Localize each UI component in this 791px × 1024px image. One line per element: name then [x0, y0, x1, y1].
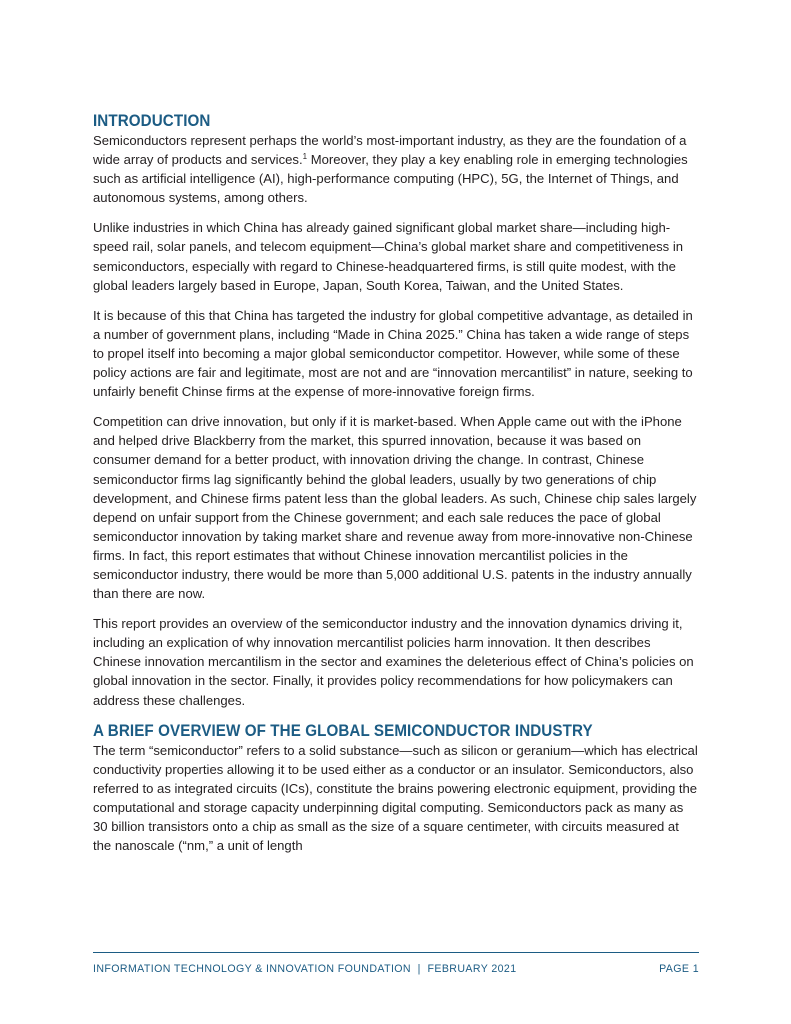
- section-heading: INTRODUCTION: [93, 112, 211, 130]
- paragraph: It is because of this that China has targeted the industry for global competitive advantage, as detailed in a number of government plans, including “Made in China 2025.” China has taken a wide range of steps to propel itself into becoming a major global semiconductor competitor. However, while some of these policy actions are fair and legitimate, most are not and are “innovation mercantilist” in nature, seeking to unfairly benefit Chinse firms at the expense of more-innovative foreign firms.: [93, 307, 693, 400]
- page-footer: [93, 952, 699, 975]
- section-introduction: [93, 111, 699, 710]
- paragraph-text: Semiconductors represent perhaps the world’s most-important industry, as they are the foundation of a wide array of products and services.: [93, 133, 687, 168]
- paragraph: The term “semiconductor” refers to a solid substance—such as silicon or geranium—which has electrical conductivity properties allowing it to be used either as a conductor or an insulator. Semiconductors, also referred to as integrated circuits (ICs), constitute the brains powering electronic equipment, providing the computational and storage capacity underpinning digital computing. Semiconductors pack as many as 30 billion transistors onto a chip as small as the size of a square centimeter, with circuits measured at the nanoscale (“nm,” a unit of length: [93, 742, 698, 854]
- paragraph: This report provides an overview of the semiconductor industry and the innovation dynamics driving it, including an explication of why innovation mercantilist policies harm innovation. It then describes Chinese innovation mercantilism in the sector and examines the deleterious effect of China’s policies on global innovation in the sector. Finally, it provides policy recommendations for how policymakers can address these challenges.: [93, 616, 694, 708]
- page-body: [93, 111, 699, 866]
- paragraph: Competition can drive innovation, but only if it is market-based. When Apple came out with the iPhone and helped drive Blackberry from the market, this spurred innovation, because it was based on consumer demand for a better product, with innovation driving the change. In contrast, Chinese semiconductor firms lag significantly behind the global leaders, usually by two generations of chip development, and Chinese firms patent less than the global leaders. As such, Chinese chip sales largely depend on unfair support from the Chinese government; and each sale reduces the pace of global semiconductor innovation by taking market share and revenue away from more-innovative non-Chinese firms. In fact, this report estimates that without Chinese innovation mercantilist policies in the semiconductor industry, there would be more than 5,000 additional U.S. patents in the industry annually than there are now.: [93, 414, 697, 602]
- paragraph: Unlike industries in which China has already gained significant global market share—including high-speed rail, solar panels, and telecom equipment—China’s global market share and competitiveness in semiconductors, especially with regard to Chinese-headquartered firms, is still quite modest, with the global leaders largely based in Europe, Japan, South Korea, Taiwan, and the United States.: [93, 220, 684, 293]
- paragraph-text: Moreover, they play a key enabling role in emerging technologies such as artificial intelligence (AI), high-performance computing (HPC), 5G, the Internet of Things, and autonomous systems, among others.: [93, 152, 688, 206]
- page-number: PAGE 1: [659, 963, 699, 975]
- section-heading: A BRIEF OVERVIEW OF THE GLOBAL SEMICONDUCTOR INDUSTRY: [93, 721, 593, 740]
- footer-publisher: INFORMATION TECHNOLOGY & INNOVATION FOUNDATION | FEBRUARY 2021: [93, 963, 517, 975]
- footnote-marker[interactable]: 1: [302, 152, 308, 162]
- paragraph: [93, 131, 699, 207]
- section-industry-overview: [93, 721, 699, 856]
